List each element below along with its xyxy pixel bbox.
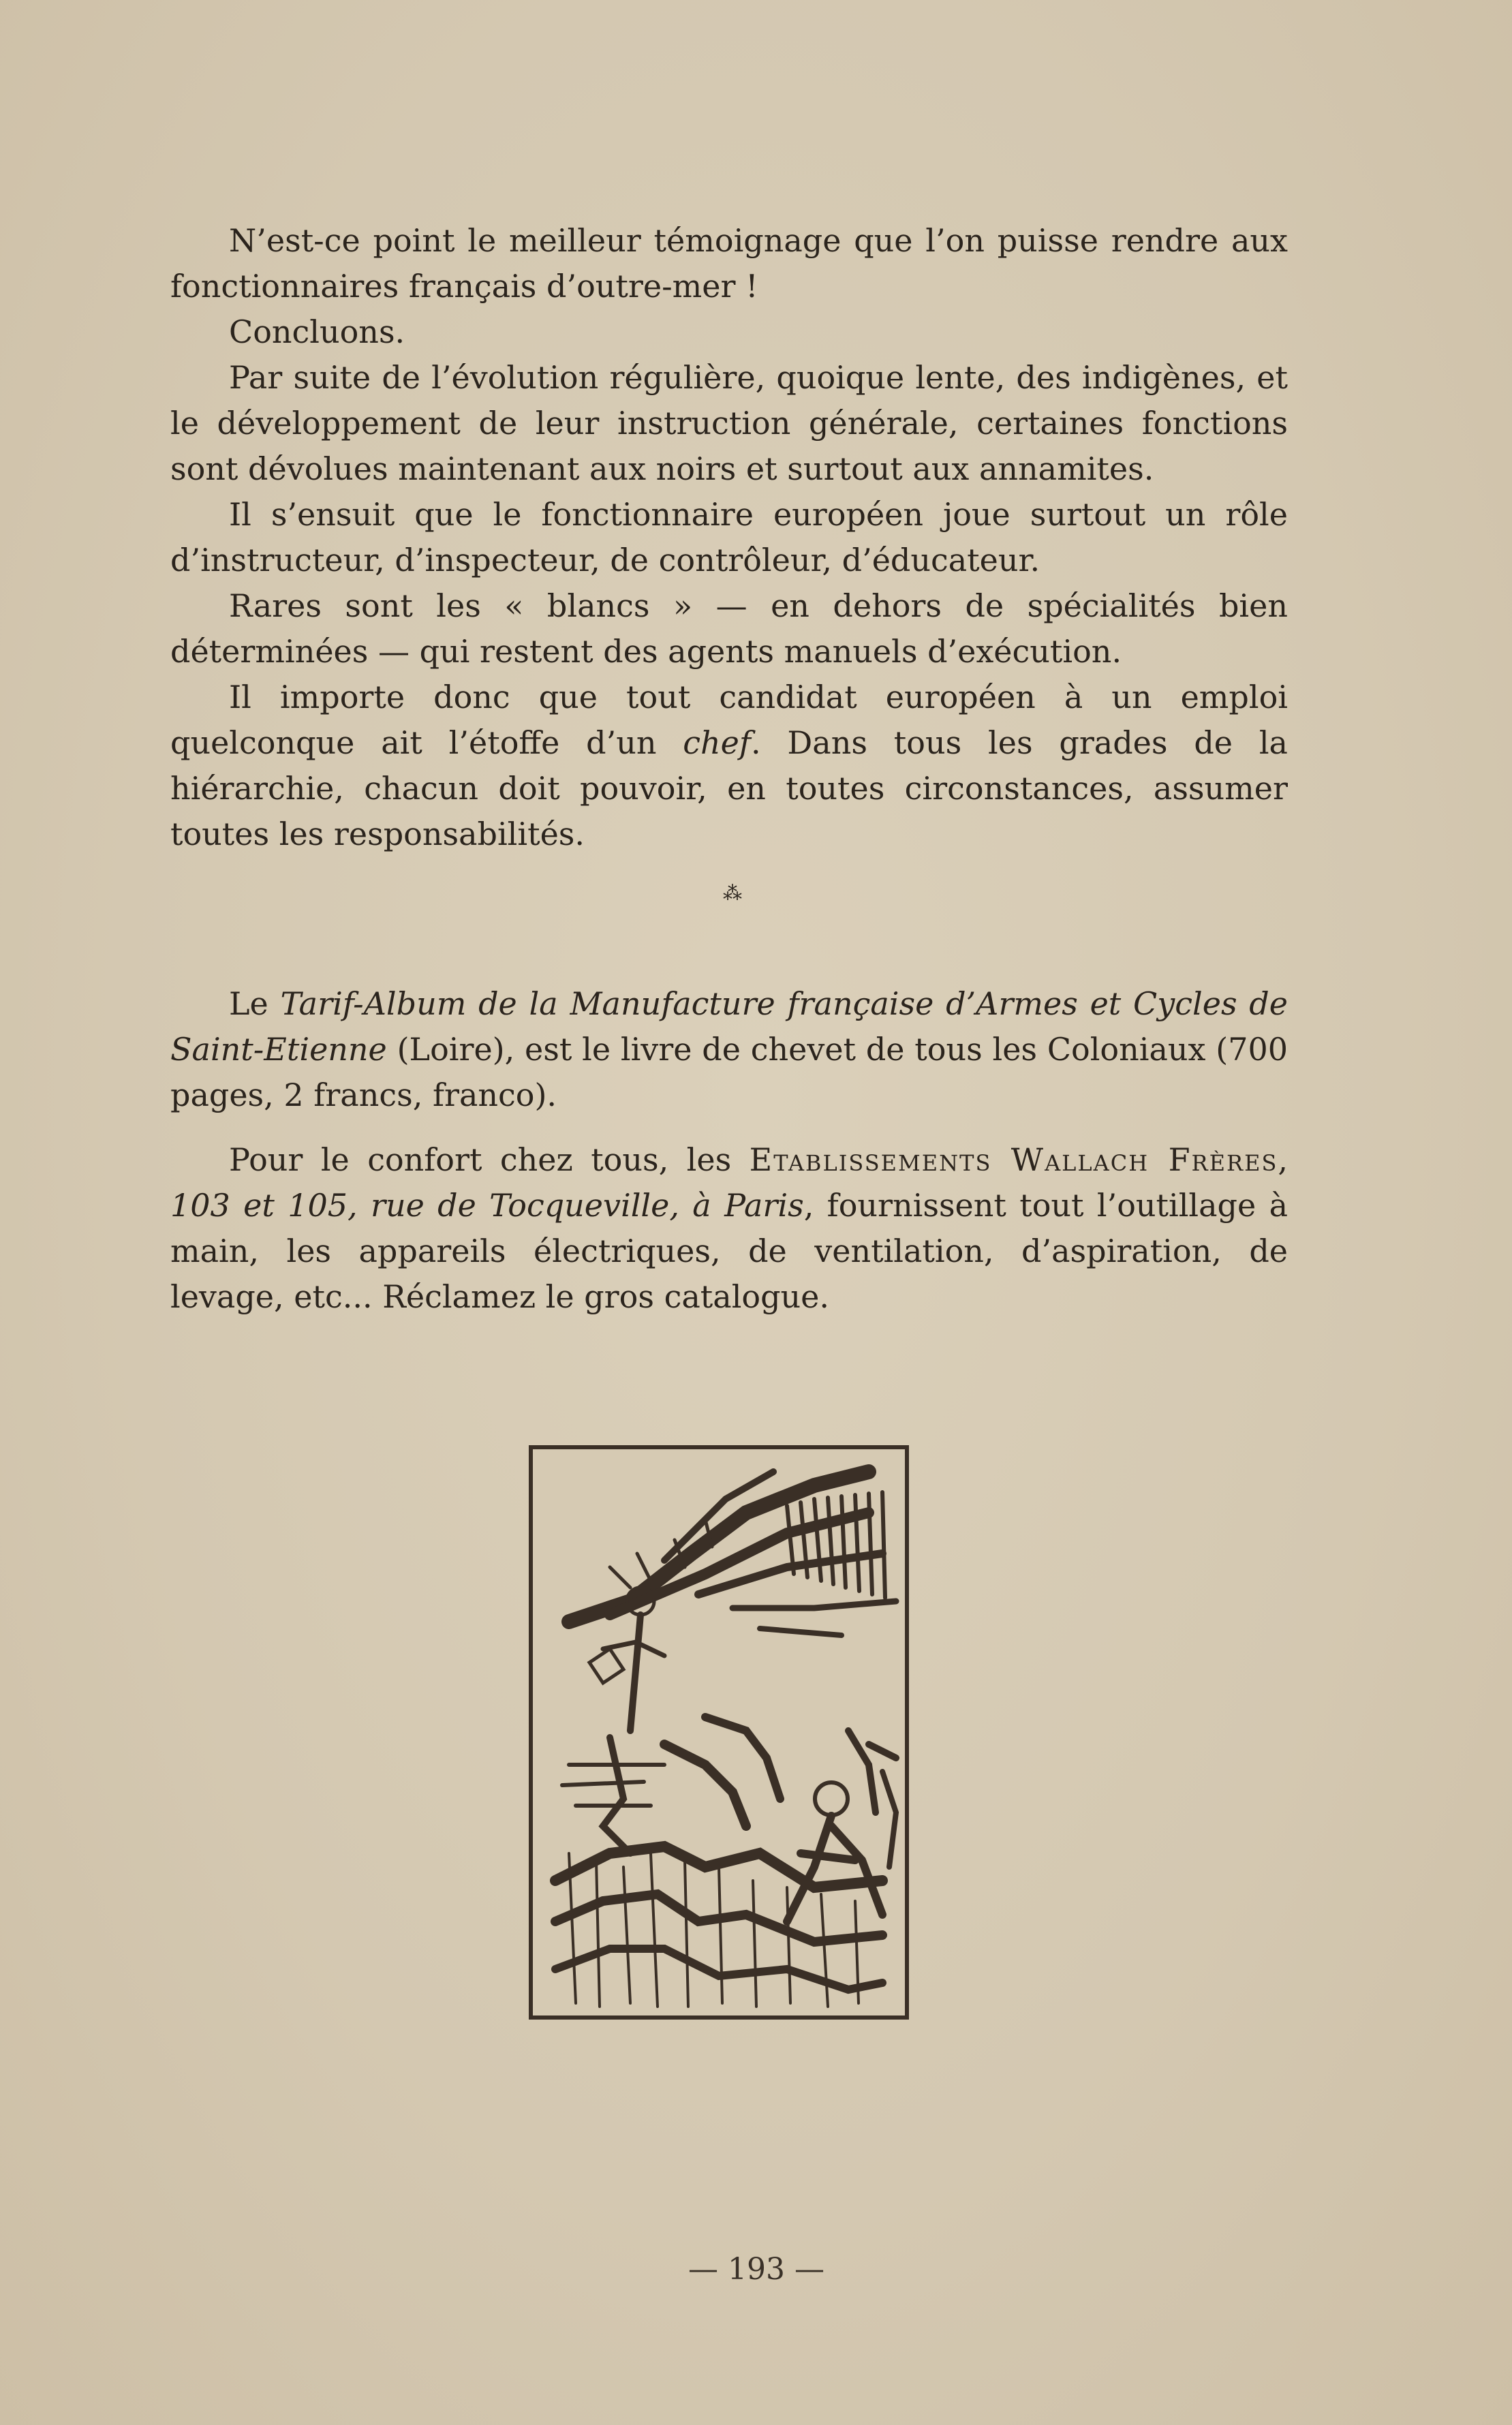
paragraph-blancs: Rares sont les « blancs » — en dehors de spécialités bien déterminées — qui restent des agents manuels d’exécution. [170,587,1288,670]
paragraph-instructeur: Il s’ensuit que le fonctionnaire européen joue surtout un rôle d’instructeur, d’inspecteur, de contrôleur, d’éducateur. [170,496,1288,578]
ad-wallach [170,1137,1288,1320]
paragraph-evolution: Par suite de l’évolution régulière, quoique lente, des indigènes, et le développement de leur instruction générale, certaines fonctions sont dévolues maintenant aux noirs et surtout aux annamites. [170,359,1288,487]
chef-emphasis: chef [683,724,751,761]
article-text [170,218,1288,857]
woodcut-illustration [528,1445,910,2020]
ad2-address: 103 et 105, rue de Tocqueville, à Paris [170,1187,804,1224]
ad1-post: (Loire), est le livre de chevet de tous les Coloniaux (700 pages, 2 francs, franco). [170,1031,1288,1113]
chef-text-a: Il importe donc que tout candidat européen à un emploi quelconque ait l’étoffe d’un [170,679,1288,761]
ad2-pre: Pour le confort chez tous, les [229,1141,750,1178]
page-number: — 193 — [688,2252,824,2287]
asterism-separator: ⁂ [723,882,742,904]
ad2-sep: , [1278,1141,1288,1178]
ad1-pre: Le [229,985,281,1022]
ad-manufacture [170,981,1288,1118]
chef-text-b: . Dans tous les grades de la hiérarchie, chacun doit pouvoir, en toutes circonstances, assumer toutes les responsabilités. [170,724,1288,852]
ad2-post: , fournissent tout l’outillage à main, les appareils électriques, de ventilation, d’aspiration, de levage, etc... Réclamez le gros catalogue. [170,1187,1288,1315]
paragraph-chef [170,675,1288,857]
paragraph-concluons: Concluons. [229,313,405,350]
paragraph-temoignage: N’est-ce point le meilleur témoignage que l’on puisse rendre aux fonctionnaires français d’outre-mer ! [170,222,1288,305]
ad2-company: Etablissements Wallach Frères [749,1141,1278,1178]
advertisements [170,981,1288,1320]
ad1-title: Tarif-Album de la Manufacture française d’Armes et Cycles de Saint-Etienne [170,985,1288,1068]
